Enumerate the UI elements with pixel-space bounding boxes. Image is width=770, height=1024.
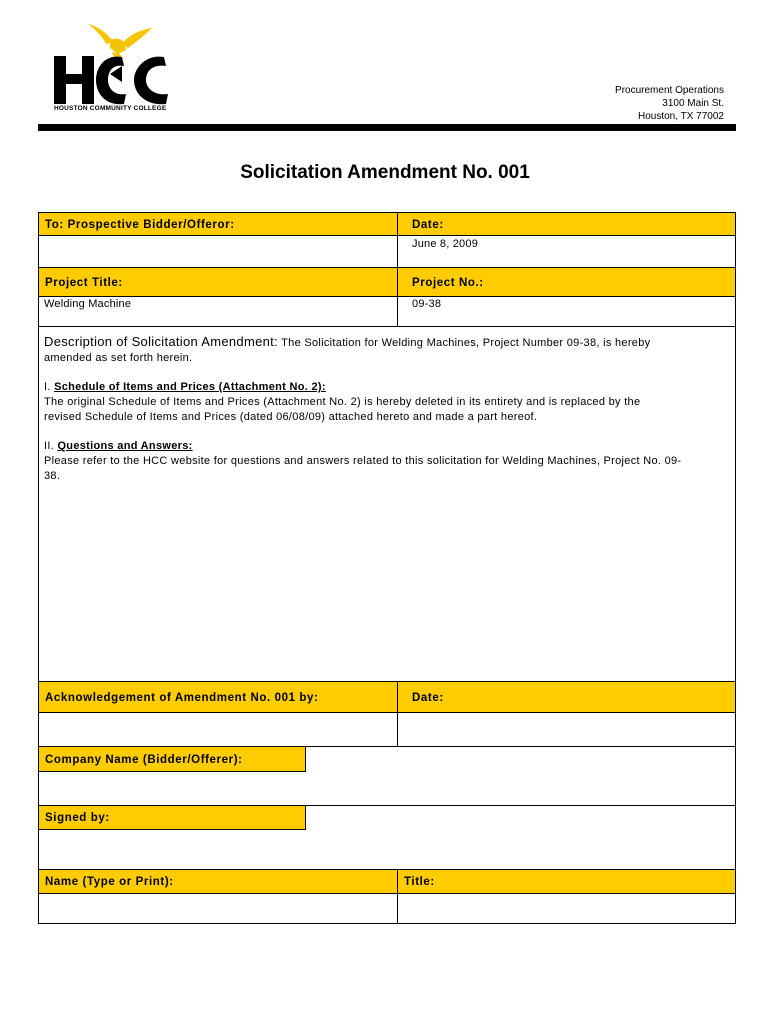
section-2-number: II. xyxy=(44,440,58,452)
company-name-label: Company Name (Bidder/Offerer): xyxy=(38,746,306,772)
section-2-text: Please refer to the HCC website for questions and answers related to this solicitation for Welding Machines, Project No. 09- xyxy=(44,455,682,467)
description-intro: The Solicitation for Welding Machines, Project Number 09-38, is hereby xyxy=(277,337,651,349)
description-intro-2: amended as set forth herein. xyxy=(44,352,193,364)
to-label: To: Prospective Bidder/Offeror: xyxy=(38,212,398,236)
section-1-title: Schedule of Items and Prices (Attachment No. 2): xyxy=(54,381,326,393)
letter-h xyxy=(54,56,94,104)
ack-label: Acknowledgement of Amendment No. 001 by: xyxy=(38,681,398,713)
project-title-label: Project Title: xyxy=(38,267,398,297)
address-line: Houston, TX 77002 xyxy=(638,111,724,122)
name-label: Name (Type or Print): xyxy=(38,869,398,894)
name-field[interactable] xyxy=(38,893,398,924)
description-text xyxy=(44,334,730,484)
section-1-number: I. xyxy=(44,381,55,393)
title-field[interactable] xyxy=(397,893,736,924)
date-label: Date: xyxy=(397,212,736,236)
title-label: Title: xyxy=(397,869,736,894)
project-no-label: Project No.: xyxy=(397,267,736,297)
address-line: Procurement Operations xyxy=(615,85,724,96)
project-title-value: Welding Machine xyxy=(44,298,132,310)
signed-by-label: Signed by: xyxy=(38,805,306,830)
document-title: Solicitation Amendment No. 001 xyxy=(240,162,530,183)
ack-signature-field[interactable] xyxy=(38,712,398,747)
section-1-text-2: revised Schedule of Items and Prices (dated 06/08/09) attached hereto and made a part hereof. xyxy=(44,411,538,423)
section-2-title: Questions and Answers: xyxy=(57,440,193,452)
date-value: June 8, 2009 xyxy=(412,238,479,250)
section-2-text-2: 38. xyxy=(44,470,61,482)
project-no-value: 09-38 xyxy=(412,298,442,310)
section-1-text: The original Schedule of Items and Prices (Attachment No. 2) is hereby deleted in its entirety and is replaced by the xyxy=(44,396,641,408)
college-name: HOUSTON COMMUNITY COLLEGE xyxy=(54,105,167,112)
description-heading: Description of Solicitation Amendment: xyxy=(44,334,278,349)
hcc-logo xyxy=(52,24,182,116)
ack-date-label: Date: xyxy=(397,681,736,713)
ack-date-field[interactable] xyxy=(397,712,736,747)
letter-c-2 xyxy=(134,57,168,105)
address-block xyxy=(615,84,724,123)
header-rule xyxy=(38,124,736,131)
address-line: 3100 Main St. xyxy=(662,98,724,109)
